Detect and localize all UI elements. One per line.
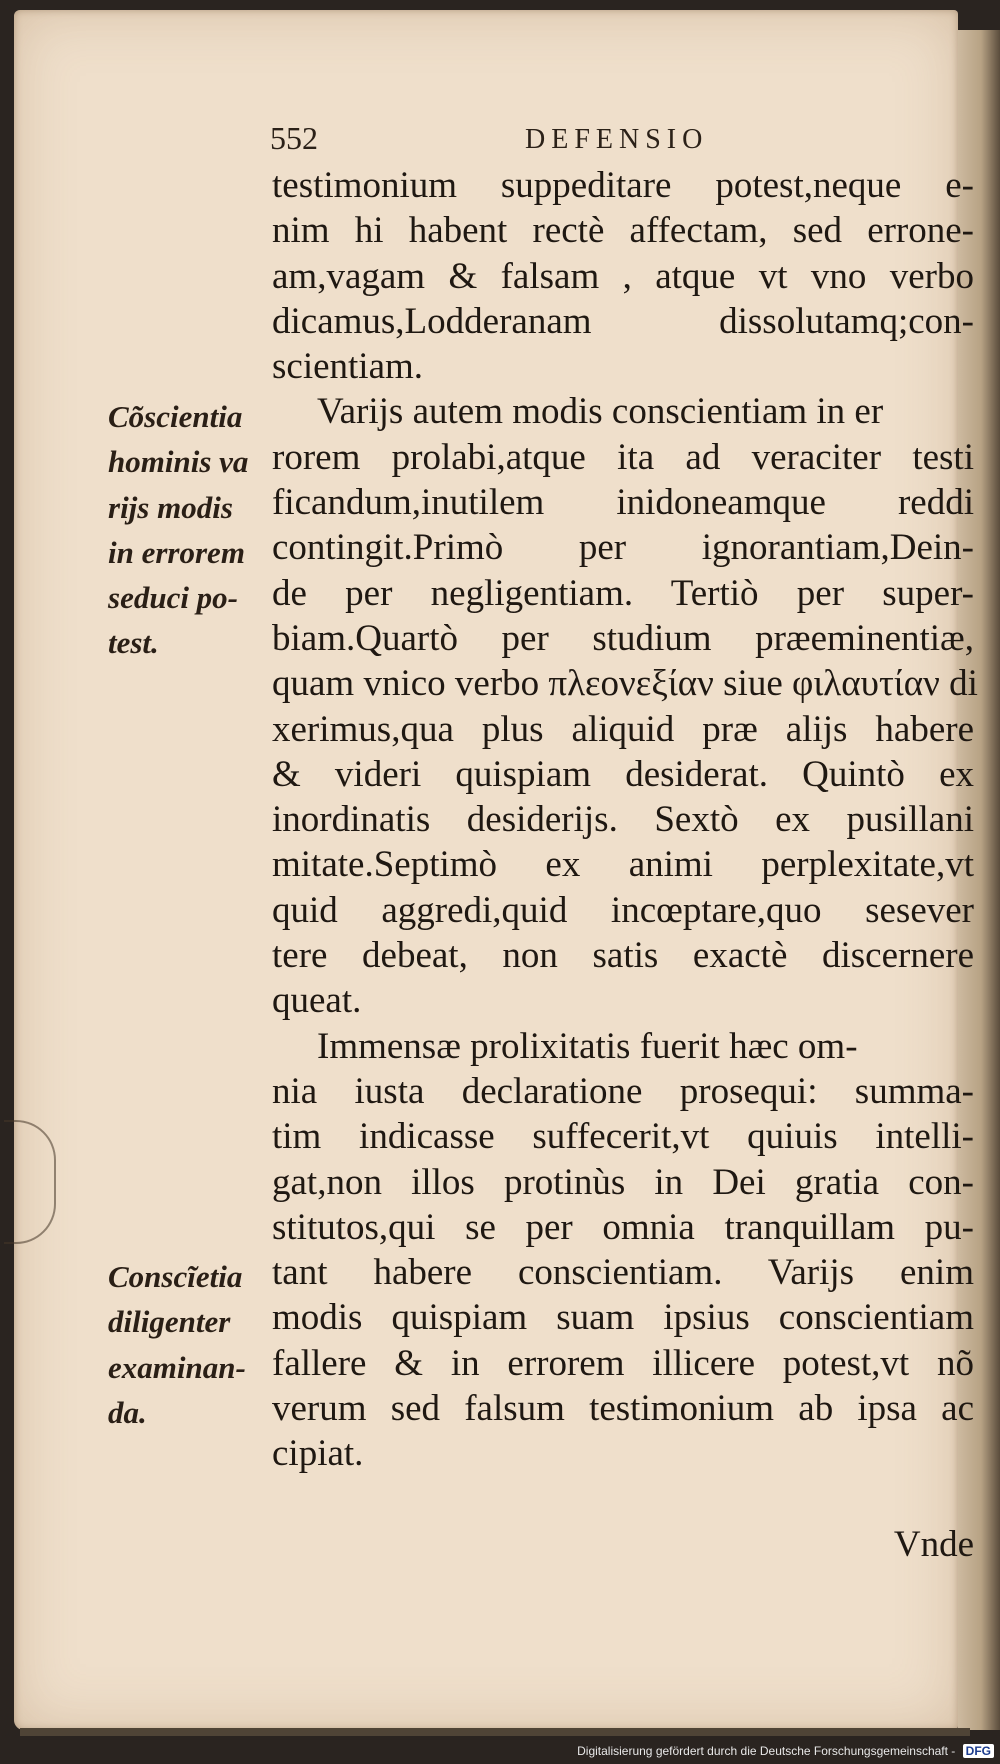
text-line: verum sed falsum testimonium ab ipsa ac bbox=[272, 1388, 974, 1430]
text-line: & videri quispiam desiderat. Quintò ex bbox=[272, 753, 974, 795]
text-line: xerimus,qua plus aliquid præ alijs habere bbox=[272, 708, 974, 750]
text-line: biam.Quartò per studium præeminentiæ, bbox=[272, 617, 974, 659]
text-line: modis quispiam suam ipsius conscientiam bbox=[272, 1297, 974, 1339]
text-line bbox=[272, 1477, 974, 1522]
text-line: quid aggredi,quid incœptare,quo sesever bbox=[272, 889, 974, 931]
text-line: queat. bbox=[272, 980, 362, 1022]
digitization-footer bbox=[577, 1744, 994, 1758]
text-line: rorem prolabi,atque ita ad veraciter testi bbox=[272, 436, 974, 478]
marginal-line: da. bbox=[108, 1394, 147, 1430]
text-line: am,vagam & falsam , atque vt vno verbo bbox=[272, 255, 974, 297]
page-header bbox=[270, 120, 870, 160]
text-line: quam vnico verbo πλεονεξίαν siue φιλαυτίαν di bbox=[272, 663, 978, 705]
marginal-line: examinan- bbox=[108, 1349, 246, 1385]
page-number: 552 bbox=[270, 120, 318, 156]
text-line: stitutos,qui se per omnia tranquillam pu- bbox=[272, 1206, 974, 1248]
text-line: cipiat. bbox=[272, 1433, 364, 1475]
text-line: de per negligentiam. Tertiò per super- bbox=[272, 572, 974, 614]
text-line: mitate.Septimò ex animi perplexitate,vt bbox=[272, 844, 974, 886]
text-line: contingit.Primò per ignorantiam,Dein- bbox=[272, 527, 974, 569]
marginal-note bbox=[108, 1254, 268, 1435]
running-title: DEFENSIO bbox=[525, 124, 709, 155]
marginal-line: rijs modis bbox=[108, 489, 233, 525]
text-line: ficandum,inutilem inidoneamque reddi bbox=[272, 482, 974, 524]
text-line: gat,non illos protinùs in Dei gratia con- bbox=[272, 1161, 974, 1203]
text-line: Vnde bbox=[893, 1523, 974, 1565]
text-line: testimonium suppeditare potest,neque e- bbox=[272, 165, 974, 206]
text-line: tere debeat, non satis exactè discernere bbox=[272, 935, 974, 977]
marginal-line: diligenter bbox=[108, 1304, 231, 1340]
text-line: tant habere conscientiam. Varijs enim bbox=[272, 1252, 974, 1294]
text-line: fallere & in errorem illicere potest,vt nõ bbox=[272, 1342, 974, 1384]
text-line: scientiam. bbox=[272, 346, 424, 388]
text-line: nim hi habent rectè affectam, sed errone- bbox=[272, 210, 974, 252]
marginal-line: in errorem bbox=[108, 534, 245, 570]
text-line: dicamus,Lodderanam dissolutamq;con- bbox=[272, 300, 974, 342]
text-line: nia iusta declaratione prosequi: summa- bbox=[272, 1070, 974, 1112]
dfg-logo: DFG bbox=[963, 1744, 994, 1758]
text-line: Immensæ prolixitatis fuerit hæc om- bbox=[317, 1025, 858, 1067]
book-bottom-edge bbox=[20, 1728, 970, 1736]
text-line: Varijs autem modis conscientiam in er bbox=[317, 391, 884, 433]
text-line: tim indicasse suffecerit,vt quiuis intelli- bbox=[272, 1116, 974, 1158]
marginal-line: test. bbox=[108, 625, 159, 661]
clasp-mark bbox=[4, 1120, 56, 1244]
body-text bbox=[272, 163, 978, 1567]
text-line: inordinatis desiderijs. Sextò ex pusillani bbox=[272, 799, 974, 841]
marginal-line: Cõscientia bbox=[108, 399, 243, 434]
footer-credit: Digitalisierung gefördert durch die Deutsche Forschungsgemeinschaft - bbox=[577, 1744, 956, 1758]
marginal-line: seduci po- bbox=[108, 580, 239, 616]
marginal-note bbox=[108, 394, 268, 666]
marginal-line: Conscĩetia bbox=[108, 1259, 243, 1294]
marginal-line: hominis va bbox=[108, 444, 249, 480]
